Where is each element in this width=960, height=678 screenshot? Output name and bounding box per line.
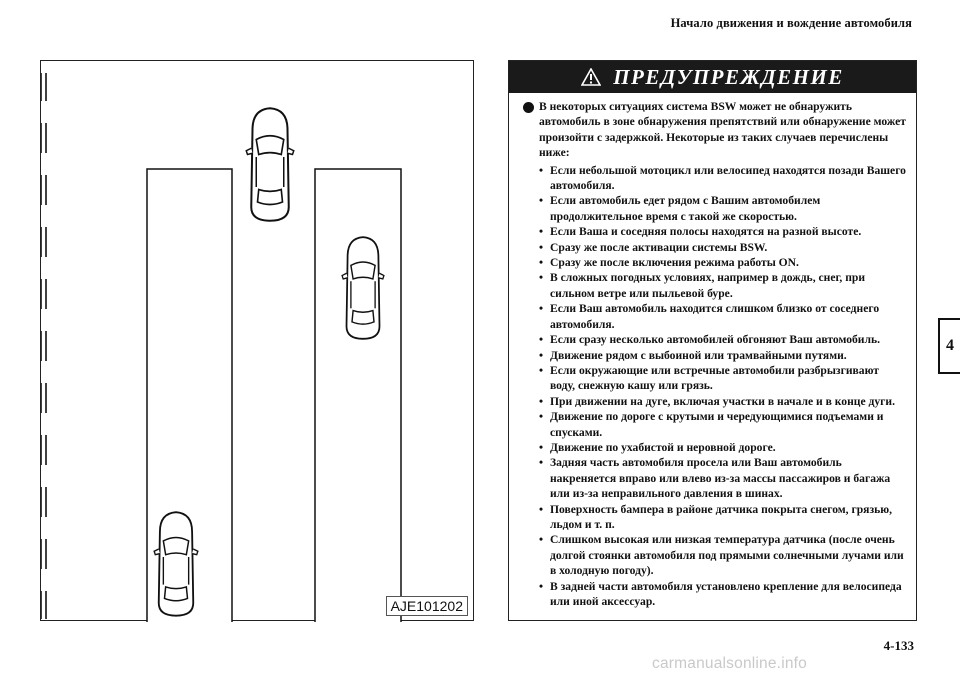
bullet-dot-icon <box>523 102 534 113</box>
list-item: • Поверхность бампера в районе датчика покрыта снегом, грязью, льдом и т. п. <box>539 502 906 533</box>
page-number: 4-133 <box>883 638 914 653</box>
list-item: • Сразу же после активации системы BSW. <box>539 240 906 255</box>
list-item: • Если сразу несколько автомобилей обгоняют Ваш автомобиль. <box>539 332 906 347</box>
list-item: • Если Ваш автомобиль находится слишком близко от соседнего автомобиля. <box>539 301 906 332</box>
chapter-tab: 4 <box>938 318 960 374</box>
warning-body <box>509 93 916 609</box>
warning-header <box>509 61 916 93</box>
warning-list <box>523 163 906 610</box>
warning-intro-text: В некоторых ситуациях система BSW может не обнаружить автомобиль в зоне обнаружения препятствий или обнаружение может произойти с задержкой. Некоторые из таких случаев перечислены ниже: <box>539 100 906 160</box>
list-item: • Если окружающие или встречные автомобили разбрызгивают воду, снежную кашу или грязь. <box>539 363 906 394</box>
list-item: • Если небольшой мотоцикл или велосипед находятся позади Вашего автомобиля. <box>539 163 906 194</box>
list-item: • Если автомобиль едет рядом с Вашим автомобилем продолжительное время с такой же скоростью. <box>539 193 906 224</box>
running-header: Начало движения и вождение автомобиля <box>670 16 912 30</box>
list-item: • В задней части автомобиля установлено крепление для велосипеда или иной аксессуар. <box>539 579 906 610</box>
road-diagram <box>41 61 475 622</box>
warning-triangle-icon <box>581 68 601 86</box>
car-bottom-left <box>154 512 198 616</box>
road-figure <box>40 60 474 621</box>
lane-markings <box>41 73 46 619</box>
warning-title: ПРЕДУПРЕЖДЕНИЕ <box>613 64 844 89</box>
list-item: • Движение по дороге с крутыми и чередующимися подъемами и спусками. <box>539 409 906 440</box>
watermark: carmanualsonline.info <box>652 655 807 672</box>
car-top-center <box>246 108 294 221</box>
lane-line-1 <box>123 73 128 619</box>
list-item: • Слишком высокая или низкая температура датчика (после очень долгой стоянки автомобиля под прямыми солнечными лучами или в холодную погоду). <box>539 532 906 578</box>
list-item: • Если Ваша и соседняя полосы находятся на разной высоте. <box>539 224 906 239</box>
warning-box <box>508 60 917 621</box>
car-right-lane <box>342 237 384 339</box>
list-item: • Сразу же после включения режима работы ON. <box>539 255 906 270</box>
warning-intro <box>523 99 906 161</box>
list-item: • Движение рядом с выбоиной или трамвайными путями. <box>539 348 906 363</box>
list-item: • Задняя часть автомобиля просела или Ваш автомобиль накреняется вправо или влево из-за массы пассажиров и багажа или из-за неправильного давления в шинах. <box>539 455 906 501</box>
list-item: • Движение по ухабистой и неровной дороге. <box>539 440 906 455</box>
list-item: • При движении на дуге, включая участки в начале и в конце дуги. <box>539 394 906 409</box>
list-item: • В сложных погодных условиях, например в дождь, снег, при сильном ветре или пыльевой буре. <box>539 270 906 301</box>
figure-code: AJE101202 <box>386 596 468 616</box>
right-detection-zone <box>315 169 401 622</box>
lane-line-3 <box>423 73 428 619</box>
